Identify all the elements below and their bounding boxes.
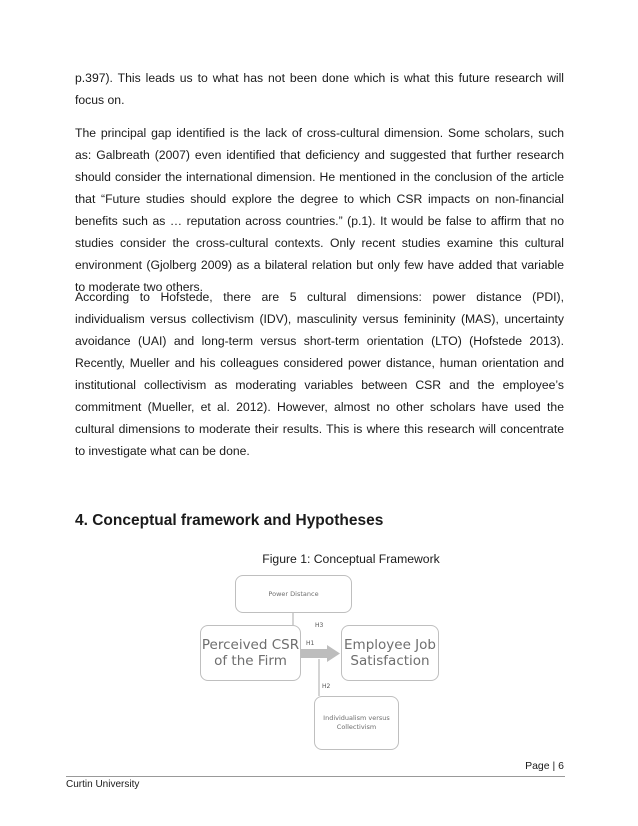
perceived-csr-box: Perceived CSR of the Firm: [200, 625, 301, 681]
h2-label: H2: [322, 683, 331, 690]
individualism-collectivism-box: Individualism versus Collectivism: [314, 696, 399, 750]
footer-university: Curtin University: [66, 779, 140, 790]
h1-label: H1: [306, 640, 315, 647]
h1-arrow-shaft: [301, 649, 327, 658]
h1-arrow-head: [327, 645, 340, 662]
paragraph-gap: The principal gap identified is the lack of cross-cultural dimension. Some scholars, such as: Galbreath (2007) even identified that deficiency and suggested that further research should consider the international dimension. He mentioned in the conclusion of the article that “Future studies should explore the degree to which CSR impacts on non-financial benefits such as … reputation across countries.” (p.1). It would be false to affirm that no studies consider the cross-cultural contexts. Only recent studies examine this cultural environment (Gjolberg 2009) as a bilateral relation but only few have added that variable to moderate two others.: [75, 126, 564, 294]
employee-job-satisfaction-box: Employee Job Satisfaction: [341, 625, 439, 681]
section-heading: 4. Conceptual framework and Hypotheses: [75, 512, 384, 529]
h3-label: H3: [315, 622, 324, 629]
figure-caption: Figure 1: Conceptual Framework: [262, 552, 440, 566]
paragraph-intro: p.397). This leads us to what has not been done which is what this future research will focus on.: [75, 71, 564, 107]
footer-divider: [66, 776, 565, 777]
paragraph-hofstede: According to Hofstede, there are 5 cultural dimensions: power distance (PDI), individualism versus collectivism (IDV), masculinity versus femininity (MAS), uncertainty avoidance (UAI) and long-term versus short-term orientation (LTO) (Hofstede 2013). Recently, Mueller and his colleagues considered power distance, human orientation and institutional collectivism as moderating variables between CSR and the employee’s commitment (Mueller, et al. 2012). However, almost no other scholars have used the cultural dimensions to moderate their results. This is where this research will concentrate to investigate what can be done.: [75, 290, 564, 458]
power-distance-box: Power Distance: [235, 575, 352, 613]
page-number: Page | 6: [525, 760, 564, 772]
conceptual-framework-diagram: [195, 575, 436, 750]
